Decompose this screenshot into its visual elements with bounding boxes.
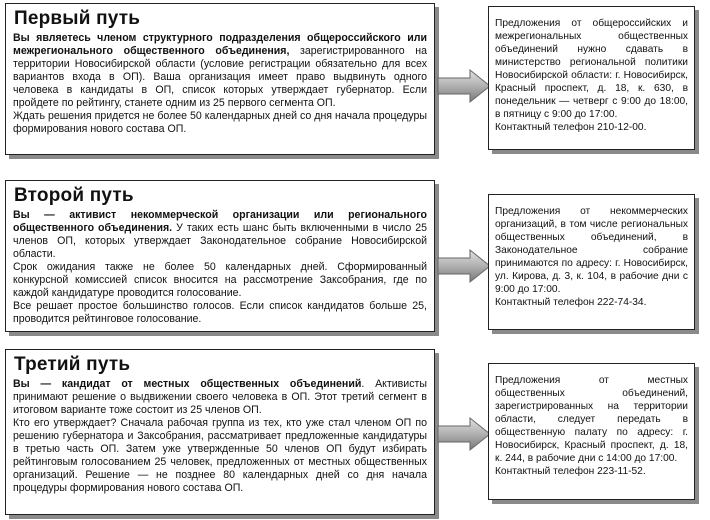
arrow-right-icon xyxy=(436,68,492,104)
path-3-info-box xyxy=(488,363,695,500)
path-2-body xyxy=(13,209,427,326)
path-2-info-box xyxy=(488,194,695,330)
path-1-info-box xyxy=(488,6,695,150)
path-1-body xyxy=(13,32,427,136)
path-3-extra: Кто его утверждает? Сначала рабочая группа из тех, кто уже стал членом ОП по решению губернатора и Заксобрания, рассматривает предложенные кандидатуры в третью часть ОП. Затем уже утвержденные 50 членов ОП будут избирать рейтинговым голосованием 25 человек, предложенных от местных общественных организаций. Решение — не позднее 80 календарных дней со дня начала процедуры формирования нового состава ОП. xyxy=(13,417,427,494)
path-2-title: Второй путь xyxy=(14,185,134,206)
path-2-phone: Контактный телефон 222-74-34. xyxy=(495,297,647,308)
path-2-extra: Срок ожидания также не более 50 календарных дней. Сформированный конкурсной комиссией список вносится на рассмотрение Заксобрания, где по каждой кандидатуре проводится голосование. xyxy=(13,261,427,299)
path-3-body xyxy=(13,378,427,495)
path-3-rest: . Активисты принимают решение о выдвижении своего человека в ОП. Этот третий сегмент в итоговом варианте тоже состоит из 25 членов ОП. xyxy=(13,378,427,416)
path-1-info: Предложения от общероссийских и межрегиональных общественных объединений нужно сдавать в министерство региональной политики Новосибирской области: г. Новосибирск, Красный проспект, д. 18, к. 630, в понедельник — четверг с 9:00 до 18:00, в пятницу с 9:00 до 17:00. xyxy=(495,18,688,120)
path-2-info: Предложения от некоммерческих организаций, в том числе региональных общественных объединений, в Законодательное собрание принимаются по адресу: г. Новосибирск, ул. Кирова, д. 3, к. 104, в рабочие дни с 9:00 до 17:00. xyxy=(495,206,688,295)
arrow-right-icon xyxy=(436,248,492,284)
path-2-rest: У таких есть шанс быть включенными в число 25 членов ОП, которых утверждает Законодательное собрание Новосибирской области. xyxy=(13,222,428,260)
path-1-title: Первый путь xyxy=(14,8,141,29)
path-1-rest: зарегистрированного на территории Новосибирской области (условие регистрации обязательно для всех вариантов входа в ОП). Ваша организация имеет право выдвинуть одного человека в кандидаты в ОП, список которых утверждает губернатор. Если пройдете по рейтингу, станете одним из 25 первого сегмента ОП. xyxy=(13,45,427,109)
path-3-info: Предложения от местных общественных объединений, зарегистрированных на территории области, следует передать в общественную палату по адресу: г. Новосибирск, Красный проспект, д. 18, к. 244, в рабочие дни с 14:00 до 17:00. xyxy=(495,375,688,464)
path-3-phone: Контактный телефон 223-11-52. xyxy=(495,466,646,477)
path-2-panel xyxy=(5,180,435,332)
path-2-extra2: Все решает простое большинство голосов. Если список кандидатов больше 25, проводится рейтинговое голосование. xyxy=(13,300,427,325)
arrow-right-icon xyxy=(436,416,492,452)
path-1-panel xyxy=(5,3,435,155)
path-1-extra: Ждать решения придется не более 50 календарных дней со дня начала процедуры формирования нового состава ОП. xyxy=(13,110,427,135)
path-3-bold: Вы — кандидат от местных общественных объединений xyxy=(13,378,362,390)
path-2-bold: Вы — активист некоммерческой организации или регионального общественного объединения. xyxy=(13,209,427,234)
path-1-bold: Вы являетесь членом структурного подразделения общероссийского или межрегионального общественного объединения, xyxy=(13,32,427,57)
path-1-phone: Контактный телефон 210-12-00. xyxy=(495,122,647,133)
path-3-panel xyxy=(5,349,435,515)
path-3-title: Третий путь xyxy=(14,354,131,375)
